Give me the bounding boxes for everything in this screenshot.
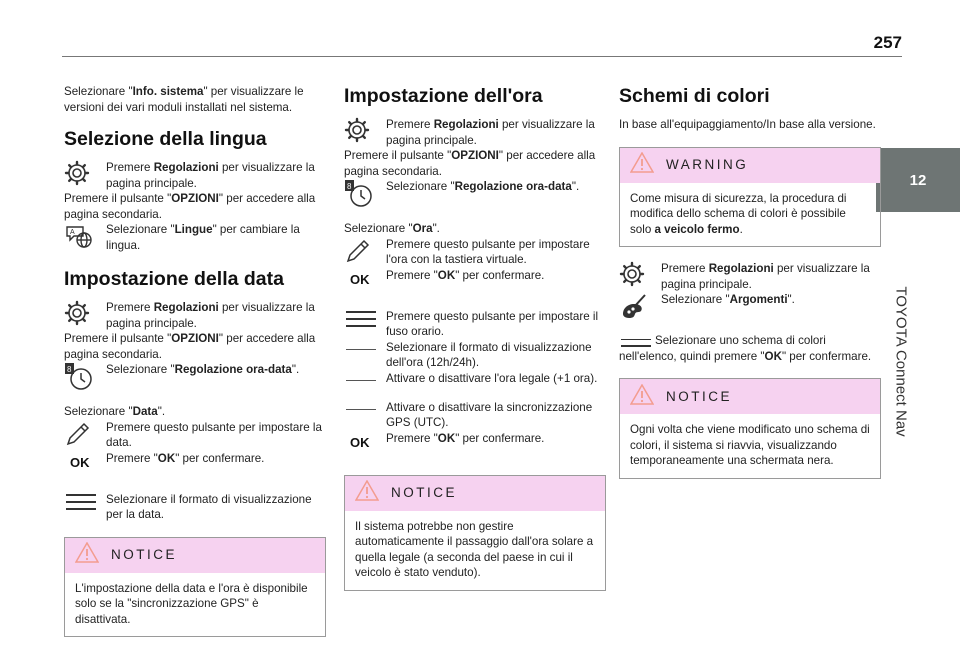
step-ok: OK Premere "OK" per confermare. bbox=[350, 268, 545, 287]
column-2 bbox=[344, 84, 606, 591]
instruction-line: Premere il pulsante "OPZIONI" per accedere alla pagina secondaria. bbox=[344, 149, 596, 178]
step-settings: Premere Regolazioni per visualizzare la pagina principale. bbox=[619, 261, 881, 292]
clock-icon bbox=[64, 362, 100, 392]
gear-icon bbox=[619, 261, 655, 291]
notice-text: Il sistema potrebbe non gestire automaticamente il passaggio dall'ora solare a quella legale (a seconda del paese in cui il veicolo è stato venduto). bbox=[355, 519, 594, 579]
chapter-title: TOYOTA Connect Nav bbox=[892, 285, 910, 437]
step-ok: OK Premere "OK" per confermare. bbox=[70, 451, 265, 470]
list-icon bbox=[344, 309, 380, 339]
svg-text:8: 8 bbox=[67, 365, 72, 374]
warning-title: WARNING bbox=[666, 157, 749, 173]
notice-title: NOTICE bbox=[666, 388, 733, 404]
instruction-line: Selezionare "Data". bbox=[64, 405, 166, 418]
warning-header bbox=[620, 148, 880, 183]
instruction-line: Premere il pulsante "OPZIONI" per accedere alla pagina secondaria. bbox=[64, 192, 316, 221]
notice-header bbox=[65, 538, 325, 573]
notice-box bbox=[344, 475, 606, 591]
pencil-icon bbox=[344, 237, 380, 267]
intro-text: In base all'equipaggiamento/In base alla versione. bbox=[619, 118, 876, 131]
speech-globe-icon bbox=[64, 222, 100, 252]
step-settings: Premere Regolazioni per visualizzare la pagina principale. bbox=[64, 160, 326, 191]
step-dst: Attivare o disattivare l'ora legale (+1 ora). bbox=[344, 371, 606, 389]
step-clock: 8 Selezionare "Regolazione ora-data". bbox=[344, 179, 606, 209]
warning-text: Come misura di sicurezza, la procedura di modifica dello schema di colori è possibile solo a veicolo fermo. bbox=[630, 191, 847, 236]
section-title-language: Selezione della lingua bbox=[64, 128, 267, 150]
page-number: 257 bbox=[873, 33, 902, 52]
line-icon bbox=[344, 400, 380, 430]
intro-text: Selezionare "Info. sistema" per visualizzare le versioni dei vari moduli installati nel sistema. bbox=[64, 85, 304, 114]
step-settings: Premere Regolazioni per visualizzare la pagina principale. bbox=[64, 300, 326, 331]
notice-text: L'impostazione della data e l'ora è disponibile solo se la "sincronizzazione GPS" è disattivata. bbox=[75, 581, 308, 626]
chapter-side-label bbox=[884, 196, 918, 526]
step-clock: 8 Selezionare "Regolazione ora-data". bbox=[64, 362, 326, 392]
notice-box bbox=[619, 378, 881, 479]
column-3 bbox=[619, 84, 881, 479]
clock-icon bbox=[344, 179, 380, 209]
step-list: Selezionare il formato di visualizzazione per la data. bbox=[64, 492, 326, 523]
svg-text:8: 8 bbox=[347, 182, 352, 191]
ok-icon: OK bbox=[350, 271, 370, 287]
svg-text:A: A bbox=[70, 229, 75, 236]
warning-triangle-icon bbox=[75, 542, 99, 568]
palette-icon bbox=[619, 292, 655, 322]
ok-icon: OK bbox=[350, 434, 370, 450]
gear-icon bbox=[344, 117, 380, 147]
step-format: Selezionare il formato di visualizzazione dell'ora (12h/24h). bbox=[344, 340, 606, 371]
warning-triangle-icon bbox=[630, 152, 654, 178]
section-title-date: Impostazione della data bbox=[64, 268, 284, 290]
gear-icon bbox=[64, 300, 100, 330]
line-icon bbox=[344, 340, 380, 370]
notice-title: NOTICE bbox=[111, 547, 178, 563]
section-title-time: Impostazione dell'ora bbox=[344, 85, 543, 107]
notice-header bbox=[620, 379, 880, 414]
step-ok: OK Premere "OK" per confermare. bbox=[350, 431, 545, 450]
instruction-line: Premere il pulsante "OPZIONI" per accedere alla pagina secondaria. bbox=[64, 332, 316, 361]
warning-triangle-icon bbox=[630, 384, 654, 410]
warning-triangle-icon bbox=[355, 480, 379, 506]
list-icon bbox=[64, 492, 100, 522]
step-gps: Attivare o disattivare la sincronizzazione GPS (UTC). bbox=[344, 400, 606, 431]
step-list: Premere questo pulsante per impostare il fuso orario. bbox=[344, 309, 606, 340]
notice-header bbox=[345, 476, 605, 511]
instruction-line: Selezionare "Ora". bbox=[344, 222, 440, 235]
step-palette: Selezionare "Argomenti". bbox=[619, 292, 881, 322]
section-title-colors: Schemi di colori bbox=[619, 85, 770, 107]
ok-icon: OK bbox=[70, 454, 90, 470]
warning-box bbox=[619, 147, 881, 248]
list-icon bbox=[619, 333, 655, 363]
step-pencil: Premere questo pulsante per impostare la data. bbox=[64, 420, 326, 451]
notice-box bbox=[64, 537, 326, 638]
pencil-icon bbox=[64, 420, 100, 450]
step-pencil: Premere questo pulsante per impostare l'ora con la tastiera virtuale. bbox=[344, 237, 606, 268]
step-settings: Premere Regolazioni per visualizzare la pagina principale. bbox=[344, 117, 606, 148]
gear-icon bbox=[64, 160, 100, 190]
line-icon bbox=[344, 371, 380, 401]
step-language: A Selezionare "Lingue" per cambiare la lingua. bbox=[64, 222, 326, 253]
step-choose-scheme: Selezionare uno schema di colori nell'elenco, quindi premere "OK" per confermare. bbox=[619, 334, 872, 363]
chapter-number: 12 bbox=[909, 171, 927, 189]
column-1 bbox=[64, 84, 326, 637]
notice-text: Ogni volta che viene modificato uno schema di colori, il sistema si riavvia, visualizzando temporaneamente una schermata nera. bbox=[630, 423, 870, 467]
top-rule bbox=[62, 56, 902, 57]
notice-title: NOTICE bbox=[391, 485, 458, 501]
